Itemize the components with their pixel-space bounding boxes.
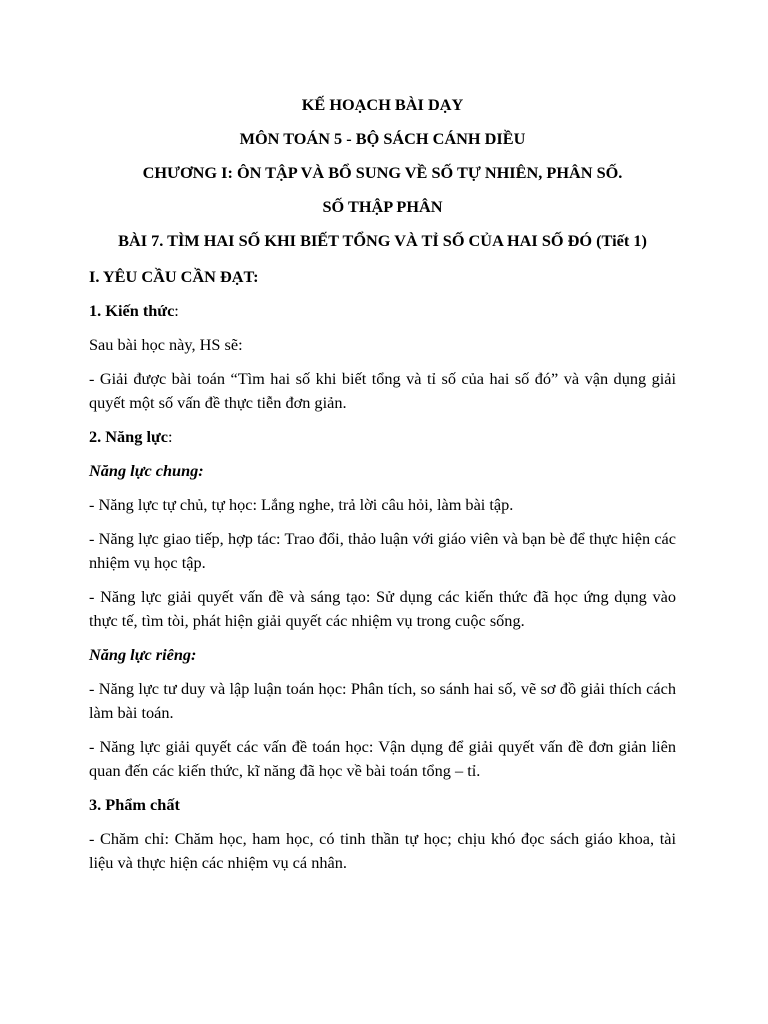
specific-competence-heading: Năng lực riêng:	[89, 645, 197, 664]
general-competence-item: - Năng lực giải quyết vấn đề và sáng tạo: Sử dụng các kiến thức đã học ứng dụng vào thực tế, tìm tòi, phát hiện giải quyết các nhiệm vụ trong cuộc sống.	[89, 587, 676, 630]
specific-competence-item: - Năng lực tư duy và lập luận toán học: Phân tích, so sánh hai số, vẽ sơ đồ giải thích cách làm bài toán.	[89, 679, 676, 722]
knowledge-item: - Giải được bài toán “Tìm hai số khi biết tổng và tỉ số của hai số đó” và vận dụng giải quyết một số vấn đề thực tiễn đơn giản.	[89, 369, 676, 412]
section-heading-requirements: I. YÊU CẦU CẦN ĐẠT:	[89, 267, 259, 286]
qualities-heading: 3. Phẩm chất	[89, 795, 180, 814]
chapter-title-continued: SỐ THẬP PHÂN	[322, 197, 443, 216]
specific-competence-item: - Năng lực giải quyết các vấn đề toán học: Vận dụng để giải quyết vấn đề đơn giản liên quan đến các kiến thức, kĩ năng đã học về bài toán tổng – tỉ.	[89, 737, 676, 780]
doc-title: KẾ HOẠCH BÀI DẠY	[301, 95, 464, 114]
general-competence-item: - Năng lực giao tiếp, hợp tác: Trao đổi, thảo luận với giáo viên và bạn bè để thực hiện các nhiệm vụ học tập.	[89, 529, 676, 572]
general-competence-item: - Năng lực tự chủ, tự học: Lắng nghe, trả lời câu hỏi, làm bài tập.	[89, 495, 514, 514]
lesson-title: BÀI 7. TÌM HAI SỐ KHI BIẾT TỔNG VÀ TỈ SỐ CỦA HAI SỐ ĐÓ (Tiết 1)	[118, 231, 647, 250]
competence-heading-colon: :	[167, 427, 173, 446]
document-page	[89, 93, 676, 875]
knowledge-heading-text: 1. Kiến thức	[89, 301, 175, 320]
general-competence-heading: Năng lực chung:	[89, 461, 204, 480]
qualities-item: - Chăm chỉ: Chăm học, ham học, có tinh thần tự học; chịu khó đọc sách giáo khoa, tài liệu và thực hiện các nhiệm vụ cá nhân.	[89, 829, 676, 872]
knowledge-heading-colon: :	[174, 301, 179, 320]
subject-title: MÔN TOÁN 5 - BỘ SÁCH CÁNH DIỀU	[239, 129, 526, 148]
knowledge-intro: Sau bài học này, HS sẽ:	[89, 335, 243, 354]
competence-heading-text: 2. Năng lực	[89, 427, 168, 446]
chapter-title: CHƯƠNG I: ÔN TẬP VÀ BỔ SUNG VỀ SỐ TỰ NHIÊN, PHÂN SỐ.	[142, 163, 623, 182]
knowledge-heading	[89, 299, 676, 323]
competence-heading	[89, 425, 676, 449]
